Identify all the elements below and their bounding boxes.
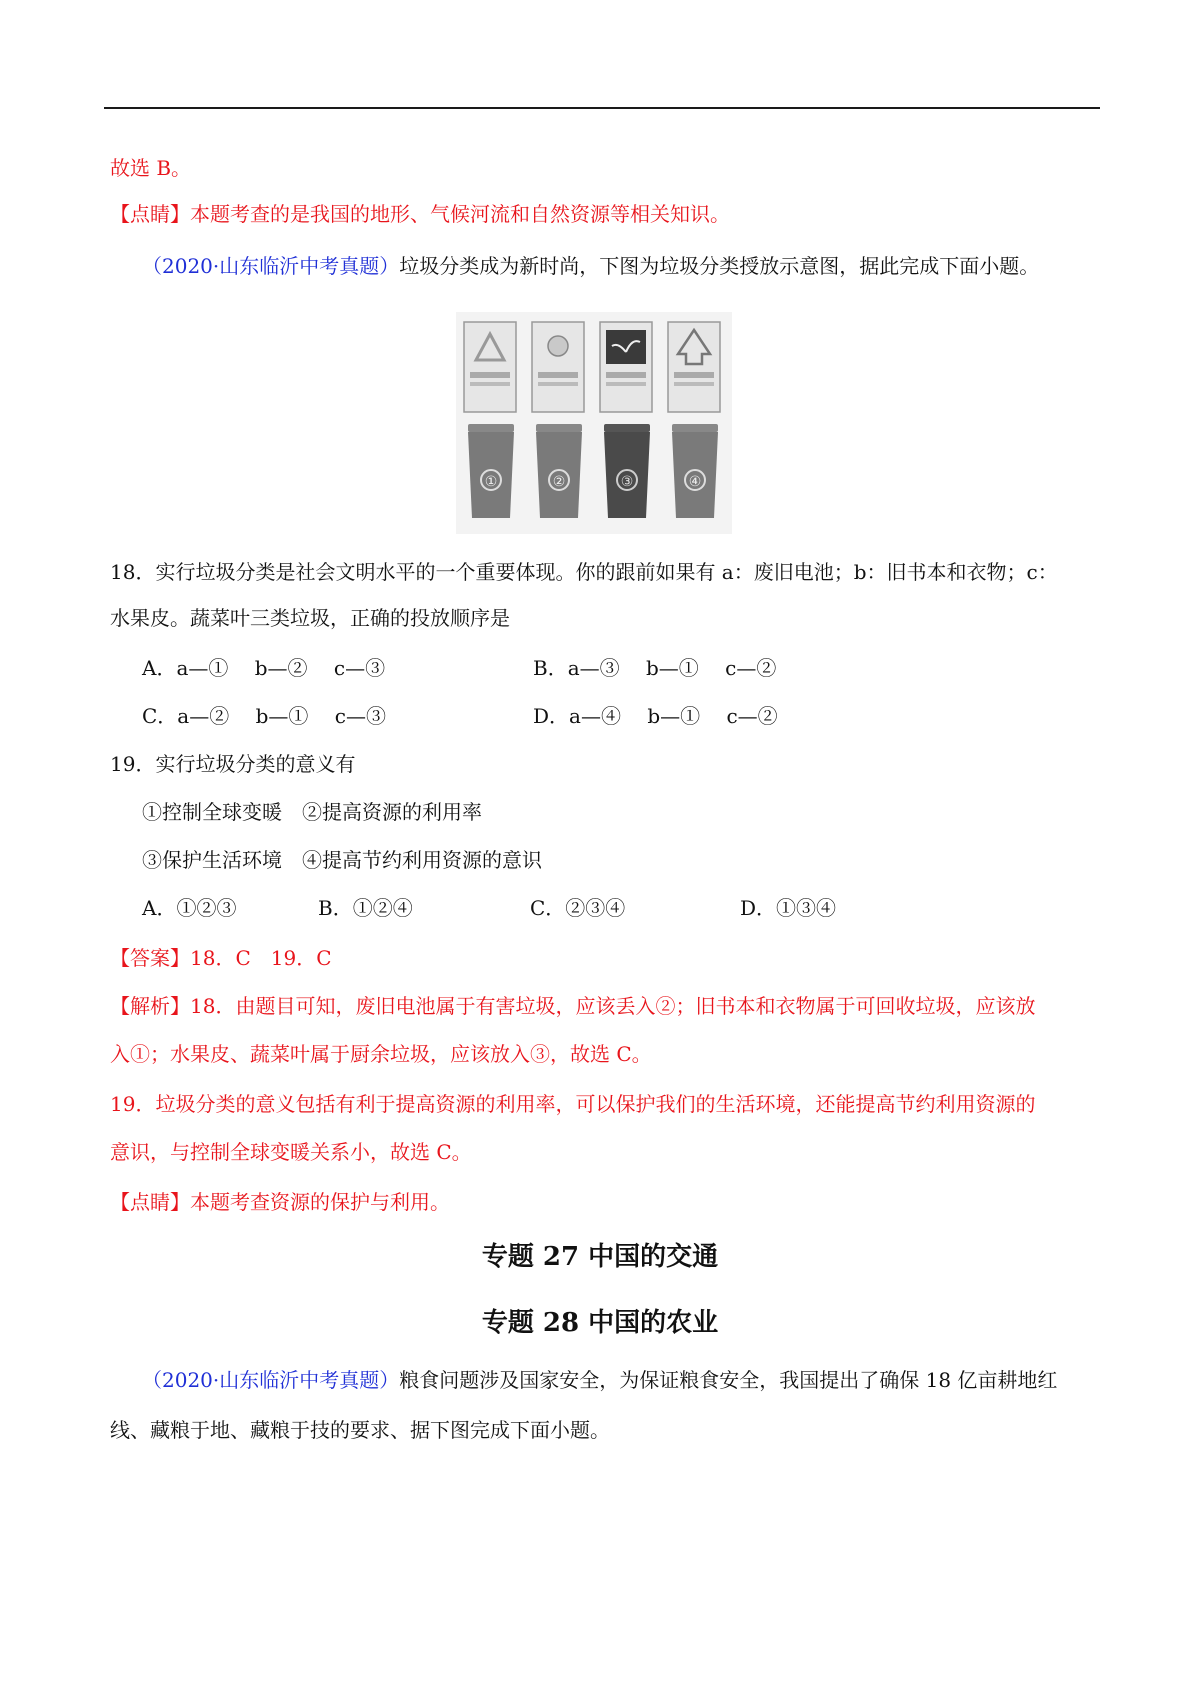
bin-1-number: ①	[484, 474, 498, 490]
bin-3-number: ③	[620, 474, 634, 490]
answer-tag: 【答案】	[110, 946, 190, 970]
answer-line: 故选 B。	[110, 156, 192, 180]
note-line	[110, 200, 730, 228]
explanation-tag: 【解析】	[110, 994, 190, 1018]
intro-text: 垃圾分类成为新时尚，下图为垃圾分类授放示意图，据此完成下面小题。	[399, 254, 1040, 278]
header-rule	[104, 107, 1100, 109]
option-19-d: D．①③④	[740, 896, 837, 920]
note-tag-2: 【点睛】	[110, 1190, 190, 1214]
bin-4-number: ④	[688, 474, 702, 490]
note-tag: 【点睛】	[110, 202, 190, 226]
explanation-line-3: 19．垃圾分类的意义包括有利于提高资源的利用率，可以保护我们的生活环境，还能提高节约利用资源的	[110, 1092, 1036, 1116]
option-18-b: B．a—③ b—① c—②	[533, 656, 777, 680]
garbage-bins-figure	[456, 312, 732, 534]
explanation-line-2: 入①；水果皮、蔬菜叶属于厨余垃圾，应该放入③，故选 C。	[110, 1042, 652, 1066]
source-label-2: （2020·山东临沂中考真题）	[142, 1368, 400, 1392]
option-18-c: C．a—② b—① c—③	[142, 704, 386, 728]
option-19-a: A．①②③	[142, 896, 237, 920]
option-18-d: D．a—④ b—① c—②	[533, 704, 778, 728]
question-intro	[142, 252, 1039, 280]
note-text: 本题考查的是我国的地形、气候河流和自然资源等相关知识。	[190, 202, 730, 226]
question-intro-2	[142, 1366, 1057, 1394]
section-title-28: 专题 28 中国的农业	[481, 1308, 719, 1338]
explanation-line-4: 意识，与控制全球变暖关系小，故选 C。	[110, 1140, 472, 1164]
garbage-bins-image	[456, 312, 732, 534]
statement-line-1: ①控制全球变暖 ②提高资源的利用率	[142, 800, 482, 824]
bin-2-number: ②	[552, 474, 566, 490]
source-label: （2020·山东临沂中考真题）	[142, 254, 400, 278]
question-19: 19．实行垃圾分类的意义有	[110, 752, 356, 776]
statement-line-2: ③保护生活环境 ④提高节约利用资源的意识	[142, 848, 542, 872]
option-19-c: C．②③④	[530, 896, 626, 920]
section-title-27: 专题 27 中国的交通	[481, 1242, 719, 1272]
question-18-line-1: 18．实行垃圾分类是社会文明水平的一个重要体现。你的跟前如果有 a：废旧电池；b：旧书本和衣物；c：	[110, 560, 1058, 584]
answer-text: 18．C 19．C	[190, 946, 332, 970]
question-18-line-2: 水果皮。蔬菜叶三类垃圾，正确的投放顺序是	[110, 606, 510, 630]
option-19-b: B．①②④	[318, 896, 413, 920]
note-text-2: 本题考查资源的保护与利用。	[190, 1190, 450, 1214]
answer-block	[110, 944, 332, 972]
explanation-text-1: 18．由题目可知，废旧电池属于有害垃圾，应该丢入②；旧书本和衣物属于可回收垃圾，应该放	[190, 994, 1036, 1018]
question-intro-2-line-2: 线、藏粮于地、藏粮于技的要求、据下图完成下面小题。	[110, 1418, 610, 1442]
note-line-2	[110, 1188, 450, 1216]
option-18-a: A．a—① b—② c—③	[142, 656, 386, 680]
explanation-line-1	[110, 992, 1035, 1020]
intro-text-2: 粮食问题涉及国家安全，为保证粮食安全，我国提出了确保 18 亿亩耕地红	[399, 1368, 1058, 1392]
